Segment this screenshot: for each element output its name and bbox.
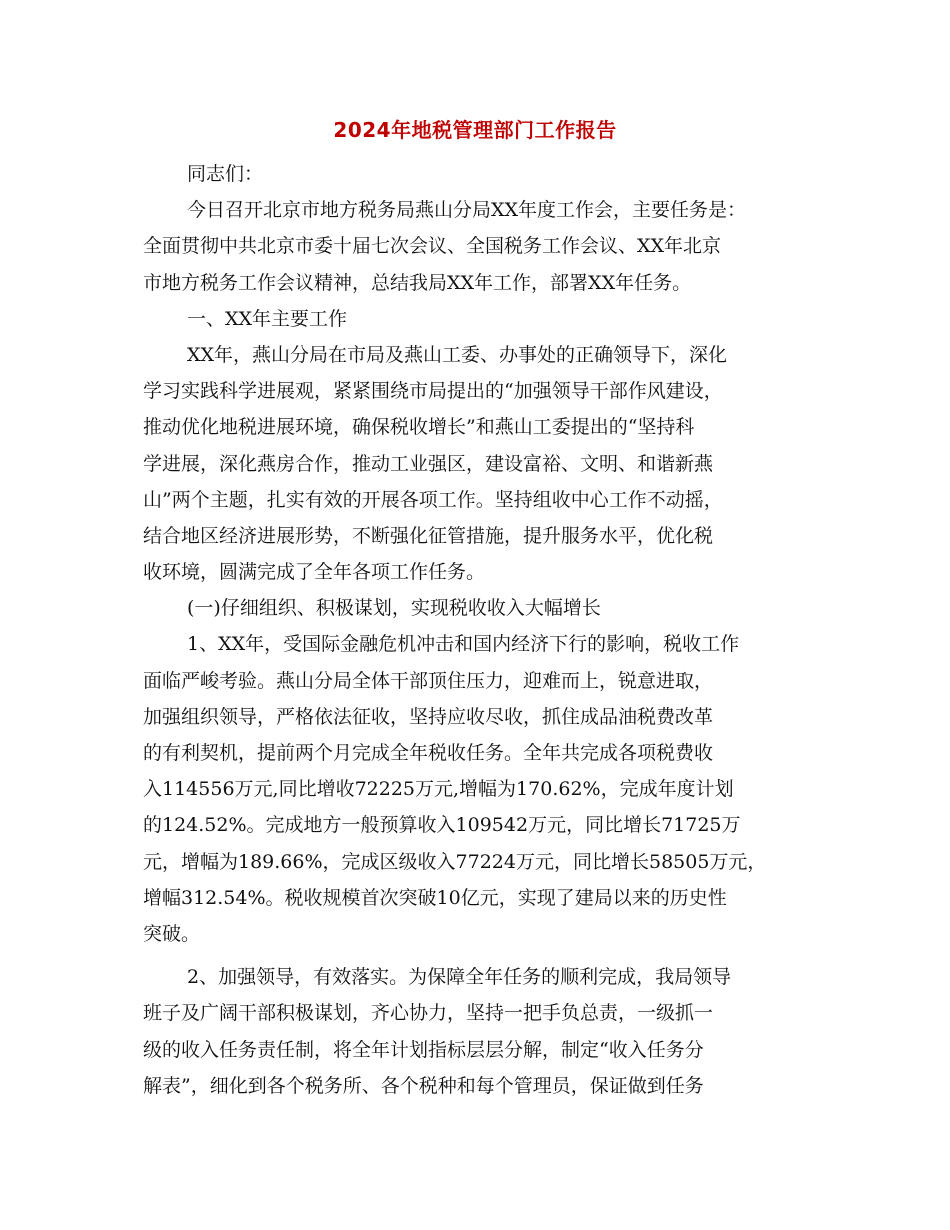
body-line: 2、加强领导，有效落实。为保障全年任务的顺利完成，我局领导 [187,966,732,989]
body-line: XX年，燕山分局在市局及燕山工委、办事处的正确领导下，深化 [187,343,728,366]
body-line: 解表”，细化到各个税务所、各个税种和每个管理员，保证做到任务 [143,1074,704,1097]
document-title: 2024年地税管理部门工作报告 [333,118,617,142]
body-line: 全面贯彻中共北京市委十届七次会议、全国税务工作会议、XX年北京 [143,235,722,258]
document-body [143,156,823,1104]
body-line: 加强组织领导，严格依法征收，坚持应收尽收，抓住成品油税费改革 [143,705,714,728]
body-line: 推动优化地税进展环境，确保税收增长”和燕山工委提出的“坚持科 [143,416,695,439]
body-line: 突破。 [143,922,201,945]
body-line: 今日召开北京市地方税务局燕山分局XX年度工作会，主要任务是： [187,199,747,222]
body-line: 市地方税务工作会议精神，总结我局XX年工作，部署XX年任务。 [143,271,692,294]
body-line: 入114556万元,同比增收72225万元,增幅为170.62%，完成年度计划 [143,778,734,801]
body-line: 1、XX年，受国际金融危机冲击和国内经济下行的影响，税收工作 [187,633,740,656]
body-line: 元，增幅为189.66%，完成区级收入77224万元，同比增长58505万元， [143,850,767,873]
body-line: 的有利契机，提前两个月完成全年税收任务。全年共完成各项税费收 [143,742,714,764]
body-line: 班子及广阔干部积极谋划，齐心协力，坚持一把手负总责，一级抓一 [143,1002,714,1025]
body-line: 一、XX年主要工作 [187,307,348,330]
body-line: 结合地区经济进展形势，不断强化征管措施，提升服务水平，优化税 [143,524,714,547]
body-line: 收环境，圆满完成了全年各项工作任务。 [143,561,486,584]
body-line: (一)仔细组织、积极谋划，实现税收收入大幅增长 [187,597,601,620]
body-line: 学习实践科学进展观，紧紧围绕市局提出的“加强领导干部作风建设， [143,380,723,403]
body-line: 增幅312.54%。税收规模首次突破10亿元，实现了建局以来的历史性 [143,886,727,909]
body-line: 的124.52%。完成地方一般预算收入109542万元，同比增长71725万 [143,814,741,837]
body-line: 面临严峻考验。燕山分局全体干部顶住压力，迎难而上，锐意进取， [143,669,714,692]
body-line: 山”两个主题，扎实有效的开展各项工作。坚持组收中心工作不动摇， [143,488,723,511]
body-line: 学进展，深化燕房合作，推动工业强区，建设富裕、文明、和谐新燕 [143,452,714,475]
body-line: 级的收入任务责任制，将全年计划指标层层分解，制定“收入任务分 [143,1038,704,1061]
body-line: 同志们： [187,163,264,185]
